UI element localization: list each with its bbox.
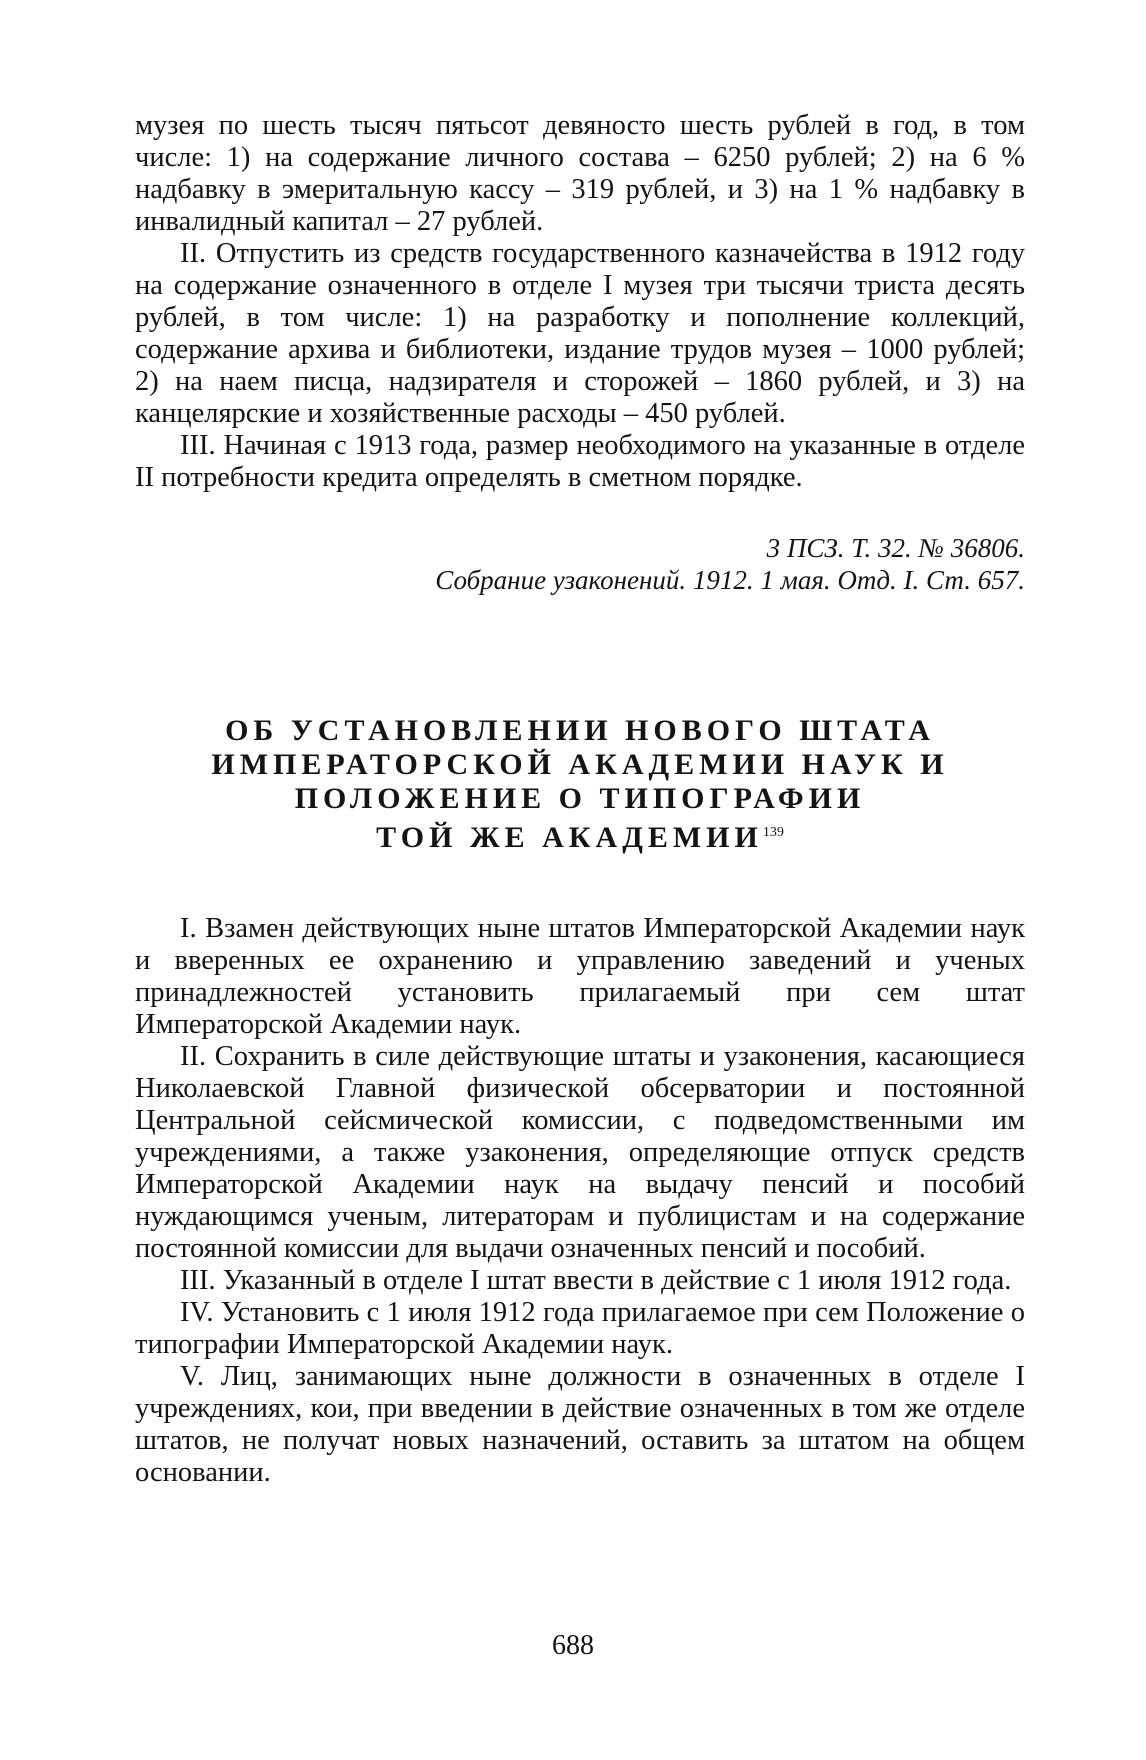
decree-item-1 (135, 913, 1025, 1041)
document-page (135, 110, 1025, 1489)
item-text: Указанный в отделе I штат ввести в действие с 1 июля 1912 года. (222, 1265, 1012, 1296)
heading-line-3: ПОЛОЖЕНИЕ О ТИПОГРАФИИ (294, 782, 866, 815)
decree-body (135, 913, 1025, 1489)
item-text: Установить с 1 июля 1912 года прилагаемое при сем Положение о типографии Императорской Академии наук. (135, 1297, 1025, 1360)
item-number: V. (180, 1361, 205, 1392)
section-a-item-2 (135, 238, 1025, 430)
item-text: Лиц, занимающих ныне должности в означенных в отделе I учреждениях, кои, при введении в действие означенных в том же отделе штатов, не получат новых назначений, оставить за штатом на общем основании. (135, 1361, 1026, 1488)
footnote-marker: 139 (762, 825, 784, 840)
decree-item-3 (135, 1265, 1025, 1297)
citation-line-1: 3 ПСЗ. Т. 32. № 36806. (766, 533, 1025, 563)
section-heading (135, 714, 1025, 855)
item-number: II. (180, 238, 207, 269)
heading-line-1: ОБ УСТАНОВЛЕНИИ НОВОГО ШТАТА (225, 714, 935, 747)
decree-item-4 (135, 1297, 1025, 1361)
item-text: Сохранить в силе действующие штаты и узаконения, касающиеся Николаевской Главной физической обсерватории и постоянной Центральной сейсмической комиссии, с подведомственными им учреждениями, а также узаконения, определяющие отпуск средств Императорской Академии наук на выдачу пенсий и пособий нуждающимся ученым, литераторам и публицистам и на содержание постоянной комиссии для выдачи означенных пенсий и пособий. (135, 1041, 1026, 1264)
heading-line-4-text: ТОЙ ЖЕ АКАДЕМИИ (376, 821, 763, 854)
heading-line-4 (135, 816, 1025, 855)
item-number: I. (180, 913, 197, 944)
item-text: Взамен действующих ныне штатов Императорской Академии наук и вверенных ее охранению и управлению заведений и ученых принадлежностей установить прилагаемый при сем штат Императорской Академии наук. (135, 913, 1026, 1040)
item-number: II. (180, 1041, 207, 1072)
item-number: III. (180, 1265, 216, 1296)
item-text: Отпустить из средств государственного казначейства в 1912 году на содержание означенного в отделе I музея три тысячи триста десять рублей, в том числе: 1) на разработку и пополнение коллекций, содержание архива и библиотеки, издание трудов музея – 1000 рублей; 2) на наем писца, надзирателя и сторожей – 1860 рублей, и 3) на канцелярские и хозяйственные расходы – 450 рублей. (135, 238, 1025, 429)
decree-item-2 (135, 1041, 1025, 1265)
page-number: 688 (552, 1630, 594, 1661)
item-number: III. (180, 430, 216, 461)
decree-item-5 (135, 1361, 1025, 1489)
citation-line-2: Собрание узаконений. 1912. 1 мая. Отд. I. Ст. 657. (435, 565, 1025, 595)
section-a-item-3 (135, 430, 1025, 494)
item-text: Начиная с 1913 года, размер необходимого на указанные в отделе II потребности кредита определять в сметном порядке. (135, 430, 1025, 493)
item-number: IV. (180, 1297, 214, 1328)
intro-paragraph: музея по шесть тысяч пятьсот девяносто шесть рублей в год, в том числе: 1) на содержание личного состава – 6250 рублей; 2) на 6 % надбавку в эмеритальную кассу – 319 рублей, и 3) на 1 % надбавку в инвалидный капитал – 27 рублей. (135, 110, 1025, 237)
heading-line-2: ИМПЕРАТОРСКОЙ АКАДЕМИИ НАУК И (211, 748, 949, 781)
source-citation (135, 532, 1025, 596)
